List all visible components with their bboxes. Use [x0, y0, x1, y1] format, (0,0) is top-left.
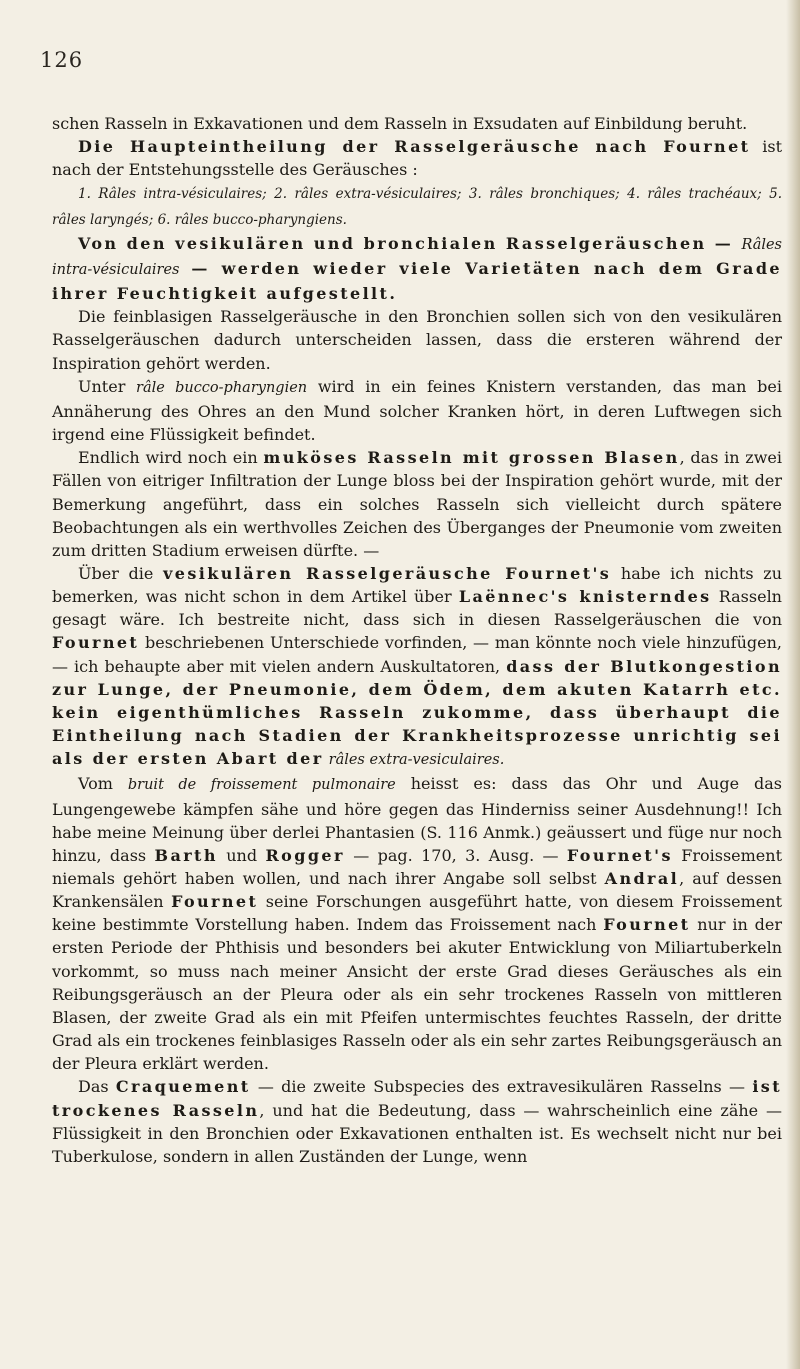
text-segment: Endlich wird noch ein	[78, 448, 264, 468]
text-segment: Barth	[154, 845, 218, 865]
text-segment: — werden wieder viele Varietäten nach dem Grade ihrer Feuchtigkeit aufgestellt.	[52, 258, 782, 304]
text-segment: , auf dessen Krankensälen	[52, 869, 782, 912]
text-segment: Die feinblasigen Rasselgeräusche in den Bronchien sollen sich von den vesikulären Rasselgeräuschen dadurch unterscheiden lassen, dass die ersteren während der Inspiration gehört werden.	[52, 307, 782, 373]
text-segment: râle bucco-pharyngien	[136, 379, 308, 396]
text-segment: Andral	[604, 869, 680, 888]
paragraph-9	[52, 1075, 782, 1168]
text-segment: heisst es: dass das Ohr und Auge das Lungengewebe kämpfen sähe und höre gegen das Hinderniss seiner Ausdehnung!! Ich habe meine Meinung über derlei Phantasien (S. 116 Anmk.) geäussert und füge nur noch hinzu, dass	[52, 774, 782, 865]
paragraph-6	[52, 446, 782, 562]
paragraph-0	[52, 112, 782, 135]
text-segment: Unter	[78, 376, 137, 396]
text-segment: und	[217, 845, 266, 865]
text-segment: schen Rasseln in Exkavationen und dem Rasseln in Exsudaten auf Einbildung beruht.	[52, 114, 748, 133]
paragraph-5	[52, 375, 782, 446]
text-segment: Das	[78, 1077, 116, 1097]
text-segment: râles extra-vesiculaires.	[328, 752, 505, 769]
text-segment: Rasseln gesagt wäre. Ich bestreite nicht, dass sich in diesen Rasselgeräuschen die von	[52, 587, 782, 630]
text-segment: Fournet	[171, 892, 259, 912]
text-segment: Vom	[78, 774, 128, 794]
text-segment: ist nach der Entstehungsstelle des Geräusches :	[52, 137, 782, 180]
text-segment: muköses Rasseln mit grossen Blasen	[263, 448, 680, 468]
text-segment: , und hat die Bedeutung, dass — wahrscheinlich eine zähe — Flüssigkeit in den Bronchien oder Exkavationen enthalten ist. Es wechselt nicht nur bei Tuberkulose, sondern in allen Zuständen der Lunge, wenn	[52, 1100, 782, 1166]
text-segment: wird in ein feines Knistern verstanden, das man bei Annäherung des Ohres an den Mund solcher Kranken hört, in deren Luftwegen sich irgend eine Flüssigkeit befindet.	[52, 376, 783, 445]
page-number: 126	[40, 48, 84, 72]
text-segment: seine Forschungen ausgeführt hatte, von diesem Froissement keine bestimmte Vorstellung haben. Indem das Froissement nach	[52, 892, 783, 935]
text-segment: — die zweite Subspecies des extravesikulären Rasselns —	[250, 1077, 753, 1097]
text-segment: Laënnec's knisterndes	[458, 587, 712, 607]
text-segment: ist trockenes Rasseln	[52, 1077, 782, 1120]
paragraph-4	[52, 305, 782, 374]
text-segment: Râles intra-vésiculaires	[52, 236, 782, 278]
text-segment: Fournet's	[566, 845, 673, 865]
text-segment: — pag. 170, 3. Ausg. —	[344, 845, 567, 865]
text-segment: habe ich nichts zu bemerken, was nicht schon in dem Artikel über	[52, 563, 783, 607]
text-segment: Von den vesikulären und bronchialen Rasselgeräuschen —	[78, 233, 742, 253]
text-segment: Froissement niemals gehört haben wollen, und nach ihrer Angabe soll selbst	[52, 845, 783, 888]
text-segment: Fournet	[52, 633, 140, 653]
paragraph-1	[52, 135, 782, 181]
paragraph-2	[52, 181, 782, 231]
paragraph-3	[52, 232, 782, 305]
text-segment: Rogger	[265, 845, 345, 865]
page-edge-shadow	[786, 0, 800, 1369]
text-segment: vesikulären Rasselgeräusche Fournet's	[163, 563, 612, 583]
text-segment: nur in der ersten Periode der Phthisis und besonders bei akuter Entwicklung von Miliartuberkeln vorkommt, so muss nach meiner Ansicht der erste Grad dieses Geräusches als ein Reibungsgeräusch an der Pleura oder als ein sehr trockenes Rasseln von mittleren Blasen, der zweite Grad als ein mit Pfeifen untermischtes feuchtes Rasseln, der dritte Grad als ein trockenes feinblasiges Rasseln oder als ein sehr zartes Reibungsgeräusch an der Pleura erklärt werden.	[52, 915, 782, 1074]
text-segment: Fournet	[603, 915, 691, 935]
paragraph-8	[52, 772, 782, 1075]
body-text	[52, 112, 782, 1168]
text-segment: Craquement	[115, 1077, 251, 1097]
paragraph-7	[52, 562, 782, 772]
text-segment: , das in zwei Fällen von eitriger Infiltration der Lunge bloss bei der Inspiration gehört wurde, mit der Bemerkung angeführt, dass ein solches Rasseln sich vielleicht durch spätere Beobachtungen als ein werthvolles Zeichen des Überganges der Pneumonie vom zweiten zum dritten Stadium erweisen dürfte. —	[52, 448, 783, 560]
text-segment: Über die	[78, 563, 164, 583]
text-segment: bruit de froissement pulmonaire	[127, 777, 396, 794]
text-segment: dass der Blutkongestion zur Lunge, der Pneumonie, dem Ödem, dem akuten Katarrh etc. kein eigenthümliches Rasseln zukomme, dass überhaupt die Eintheilung nach Stadien der Krankheitsprozesse unrichtig sei als der ersten Abart der	[52, 656, 782, 769]
text-segment: Die Haupteintheilung der Rasselgeräusche nach Fournet	[78, 137, 751, 157]
text-segment: 1. Râles intra-vésiculaires; 2. râles extra-vésiculaires; 3. râles bronchiques; 4. râles trachéaux; 5. râles laryngés; 6. râles bucco-pharyngiens.	[52, 186, 782, 228]
text-segment: beschriebenen Unterschiede vorfinden, — man könnte noch viele hinzufügen, — ich behaupte aber mit vielen andern Auskultatoren,	[52, 633, 782, 676]
